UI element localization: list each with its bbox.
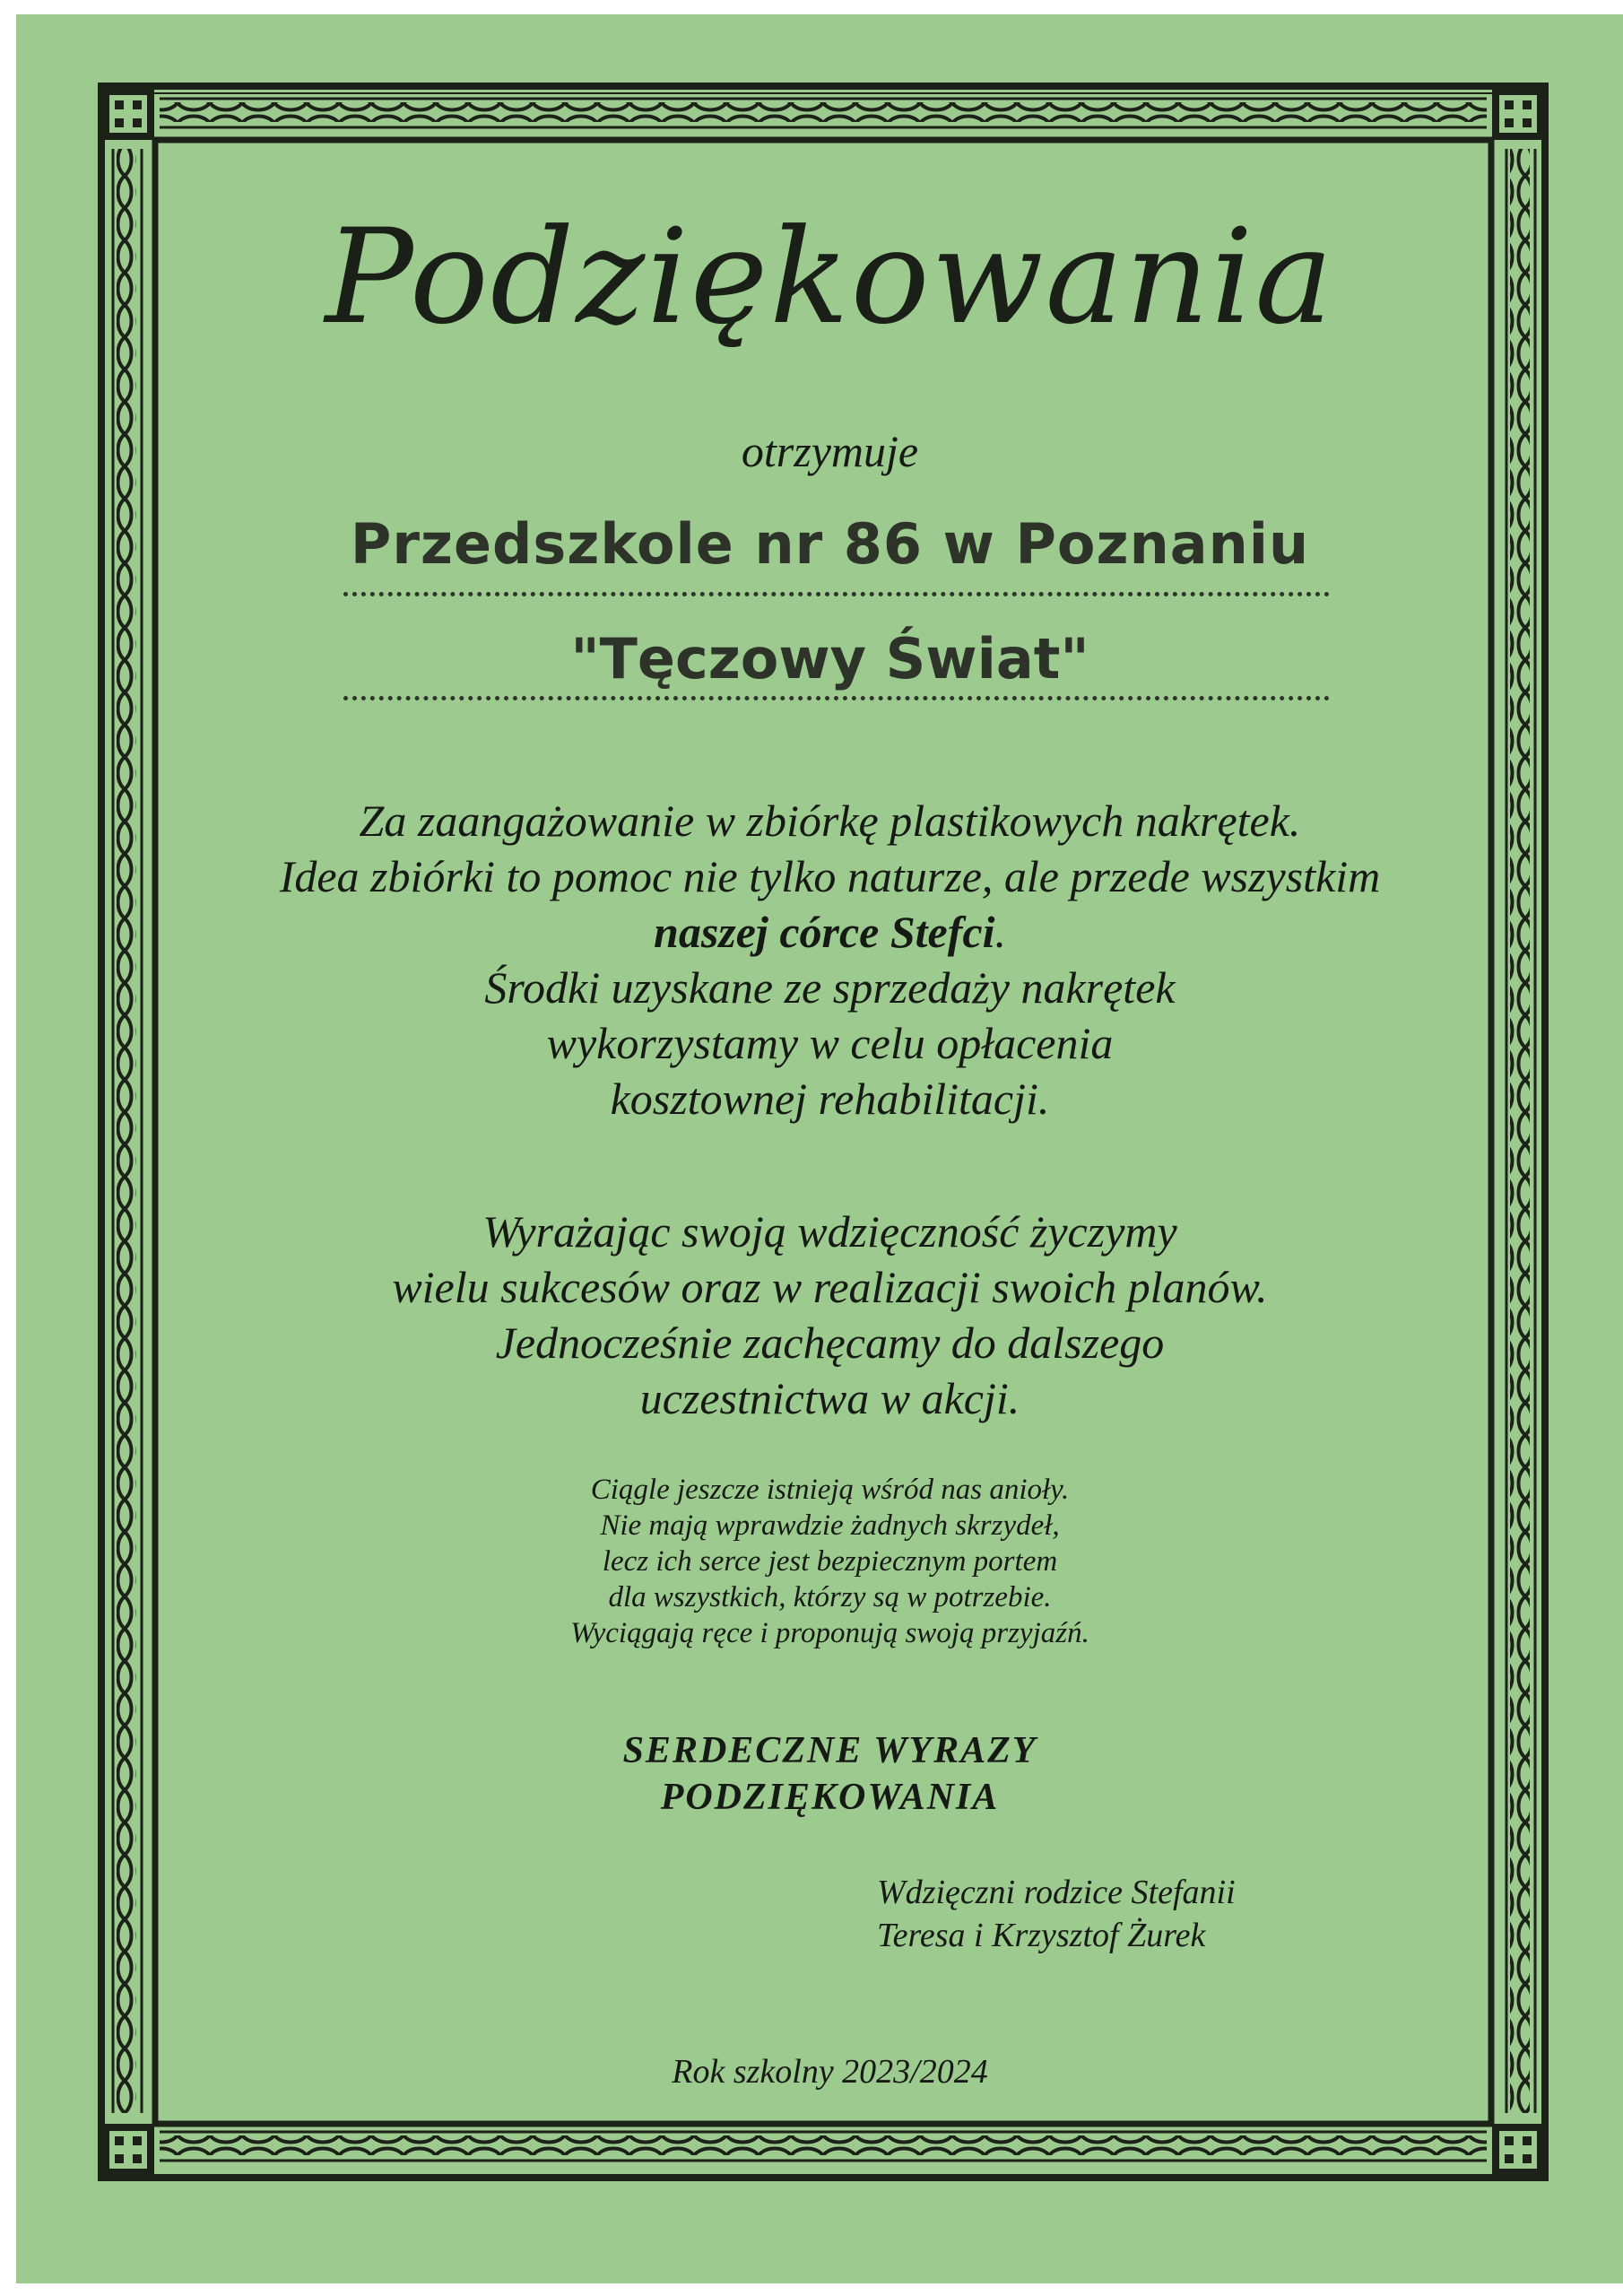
dotted-line [343, 592, 1330, 596]
paragraph-line: kosztownej rehabilitacji. [610, 1074, 1050, 1124]
paragraph-line: Idea zbiórki to pomoc nie tylko naturze, ale przede wszystkim [279, 851, 1381, 901]
school-year: Rok szkolny 2023/2024 [672, 2053, 988, 2091]
paragraph-line: uczestnictwa w akcji. [639, 1373, 1020, 1423]
closing-line: PODZIĘKOWANIA [660, 1777, 1000, 1818]
dotted-line [343, 696, 1330, 700]
recipient-name: Przedszkole nr 86 w Poznaniu [350, 511, 1310, 577]
poem-line: Nie mają wprawdzie żadnych skrzydeł, [600, 1509, 1060, 1542]
angel-poem [178, 1472, 1482, 1651]
paragraph-line: Środki uzyskane ze sprzedaży nakrętek [484, 962, 1176, 1013]
certificate-heading: Podziękowania [325, 201, 1335, 353]
receives-label: otrzymuje [741, 426, 919, 476]
poem-line: dla wszystkich, którzy są w potrzebie. [608, 1581, 1052, 1613]
paragraph-line: Za zaangażowanie w zbiórkę plastikowych nakrętek. [359, 796, 1301, 846]
paragraph-line: Wyrażając swoją wdzięczność życzymy [482, 1206, 1177, 1257]
paragraph-line [178, 904, 1482, 960]
poem-line: Wyciągają ręce i proponują swoją przyjaźń. [570, 1617, 1089, 1649]
certificate-page [16, 14, 1623, 2283]
poem-line: Ciągle jeszcze istnieją wśród nas anioły. [590, 1474, 1070, 1506]
wishes-paragraph [178, 1204, 1482, 1426]
signature-line: Teresa i Krzysztof Żurek [877, 1917, 1206, 1954]
certificate-content [178, 194, 1482, 2167]
signature-block [877, 1871, 1236, 1957]
sentence-period: . [994, 907, 1006, 957]
paragraph-line: Jednocześnie zachęcamy do dalszego [495, 1318, 1165, 1368]
thanks-paragraph [178, 793, 1482, 1126]
paragraph-line: wykorzystamy w celu opłacenia [546, 1018, 1114, 1068]
signature-line: Wdzięczni rodzice Stefanii [877, 1874, 1236, 1911]
closing-thanks [178, 1727, 1482, 1821]
paragraph-line: wielu sukcesów oraz w realizacji swoich planów. [392, 1262, 1268, 1312]
poem-line: lecz ich serce jest bezpiecznym portem [602, 1545, 1058, 1578]
recipient-subtitle: "Tęczowy Świat" [570, 626, 1089, 691]
closing-line: SERDECZNE WYRAZY [622, 1730, 1037, 1771]
daughter-name: naszej córce Stefci [654, 907, 995, 957]
